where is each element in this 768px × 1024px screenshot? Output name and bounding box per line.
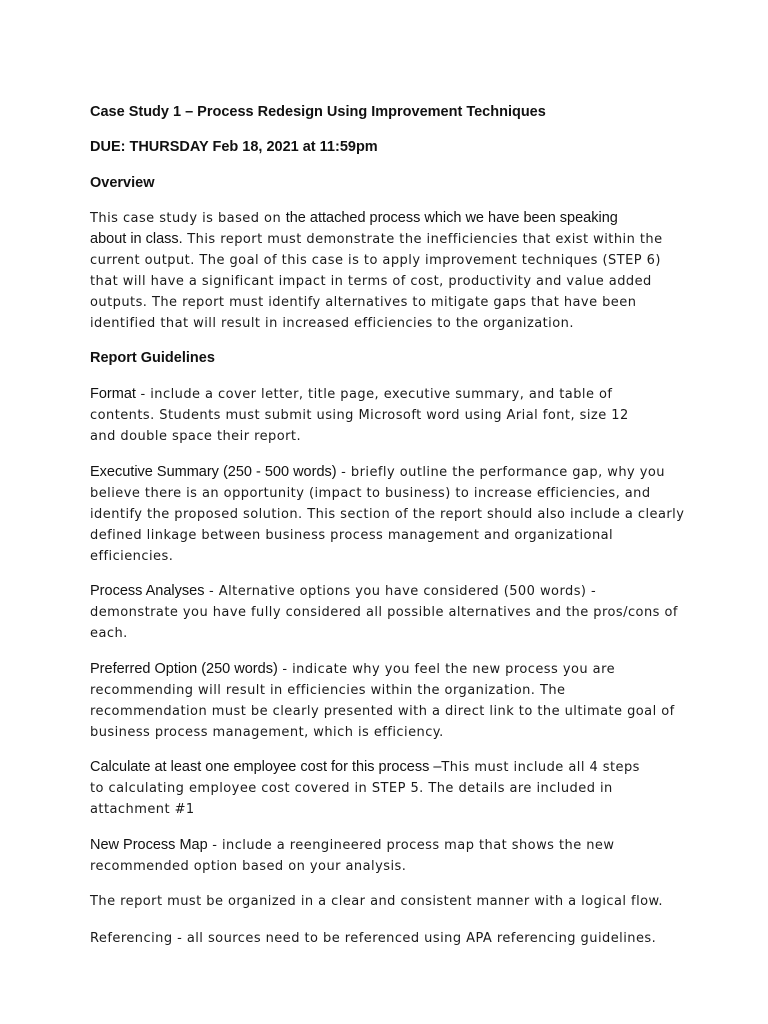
executive-summary-line-4: defined linkage between business process management and organizational: [90, 528, 614, 543]
overview-paragraph: [90, 208, 690, 334]
employee-cost-line-1: [90, 757, 690, 778]
employee-cost-line-2: to calculating employee cost covered in STEP 5. The details are included in: [90, 781, 613, 796]
executive-summary-line-1-text: - briefly outline the performance gap, why you: [336, 465, 665, 480]
organization-line: The report must be organized in a clear and consistent manner with a logical flow.: [90, 894, 664, 909]
executive-summary-line-5: efficiencies.: [90, 549, 174, 564]
executive-summary-line-1: [90, 462, 690, 483]
new-process-map-line-1-text: - include a reengineered process map that shows the new: [207, 838, 615, 853]
overview-lead-1: This case study is based on: [90, 211, 286, 226]
preferred-option-paragraph: [90, 659, 690, 743]
format-line-3: and double space their report.: [90, 429, 302, 444]
preferred-option-line-1: [90, 659, 690, 680]
format-paragraph: [90, 384, 690, 447]
process-analyses-paragraph: [90, 581, 690, 644]
overview-line-1: [90, 208, 690, 229]
employee-cost-lead: Calculate at least one employee cost for this process –: [90, 759, 442, 775]
overview-line-6: identified that will result in increased efficiencies to the organization.: [90, 316, 574, 331]
preferred-option-lead: Preferred Option (250 words): [90, 661, 278, 677]
executive-summary-paragraph: [90, 462, 690, 567]
overview-line-4: that will have a significant impact in terms of cost, productivity and value added: [90, 274, 652, 289]
employee-cost-line-3: attachment #1: [90, 802, 195, 817]
preferred-option-line-1-text: - indicate why you feel the new process you are: [277, 662, 616, 677]
process-analyses-line-3: each.: [90, 626, 128, 641]
referencing-line: Referencing - all sources need to be referenced using APA referencing guidelines.: [90, 931, 657, 946]
format-line-1-text: - include a cover letter, title page, executive summary, and table of: [135, 387, 613, 402]
format-line-1: [90, 384, 690, 405]
executive-summary-lead: Executive Summary (250 - 500 words): [90, 464, 337, 480]
format-lead: Format: [90, 386, 136, 402]
overview-line-3: current output. The goal of this case is to apply improvement techniques (STEP 6): [90, 253, 661, 268]
new-process-map-line-1: [90, 835, 690, 856]
employee-cost-paragraph: [90, 757, 690, 820]
executive-summary-line-3: identify the proposed solution. This section of the report should also include a clearly: [90, 507, 685, 522]
overview-heading: Overview: [90, 175, 155, 191]
process-analyses-lead: Process Analyses: [90, 583, 205, 599]
new-process-map-lead: New Process Map: [90, 837, 208, 853]
preferred-option-line-2: recommending will result in efficiencies within the organization. The: [90, 683, 566, 698]
new-process-map-paragraph: [90, 835, 690, 877]
process-analyses-line-2: demonstrate you have fully considered all possible alternatives and the pros/cons of: [90, 605, 678, 620]
report-guidelines-heading: Report Guidelines: [90, 350, 215, 366]
process-analyses-line-1: [90, 581, 690, 602]
overview-lead-2: the attached process which we have been speaking: [285, 210, 618, 226]
due-date: DUE: THURSDAY Feb 18, 2021 at 11:59pm: [90, 139, 378, 155]
overview-line-2-lead: about in class.: [90, 231, 183, 247]
organization-paragraph: [90, 891, 690, 912]
new-process-map-line-2: recommended option based on your analysis.: [90, 859, 407, 874]
format-line-2: contents. Students must submit using Microsoft word using Arial font, size 12: [90, 408, 629, 423]
preferred-option-line-3: recommendation must be clearly presented with a direct link to the ultimate goal of: [90, 704, 675, 719]
overview-line-5: outputs. The report must identify alternatives to mitigate gaps that have been: [90, 295, 637, 310]
preferred-option-line-4: business process management, which is efficiency.: [90, 725, 444, 740]
document-title: Case Study 1 – Process Redesign Using Improvement Techniques: [90, 104, 546, 120]
referencing-paragraph: [90, 928, 690, 949]
overview-line-2-rest: This report must demonstrate the inefficiencies that exist within the: [182, 232, 663, 247]
process-analyses-line-1-text: - Alternative options you have considered (500 words) -: [204, 584, 597, 599]
executive-summary-line-2: believe there is an opportunity (impact to business) to increase efficiencies, and: [90, 486, 651, 501]
employee-cost-line-1-text: This must include all 4 steps: [441, 760, 640, 775]
overview-line-2: [90, 229, 690, 250]
